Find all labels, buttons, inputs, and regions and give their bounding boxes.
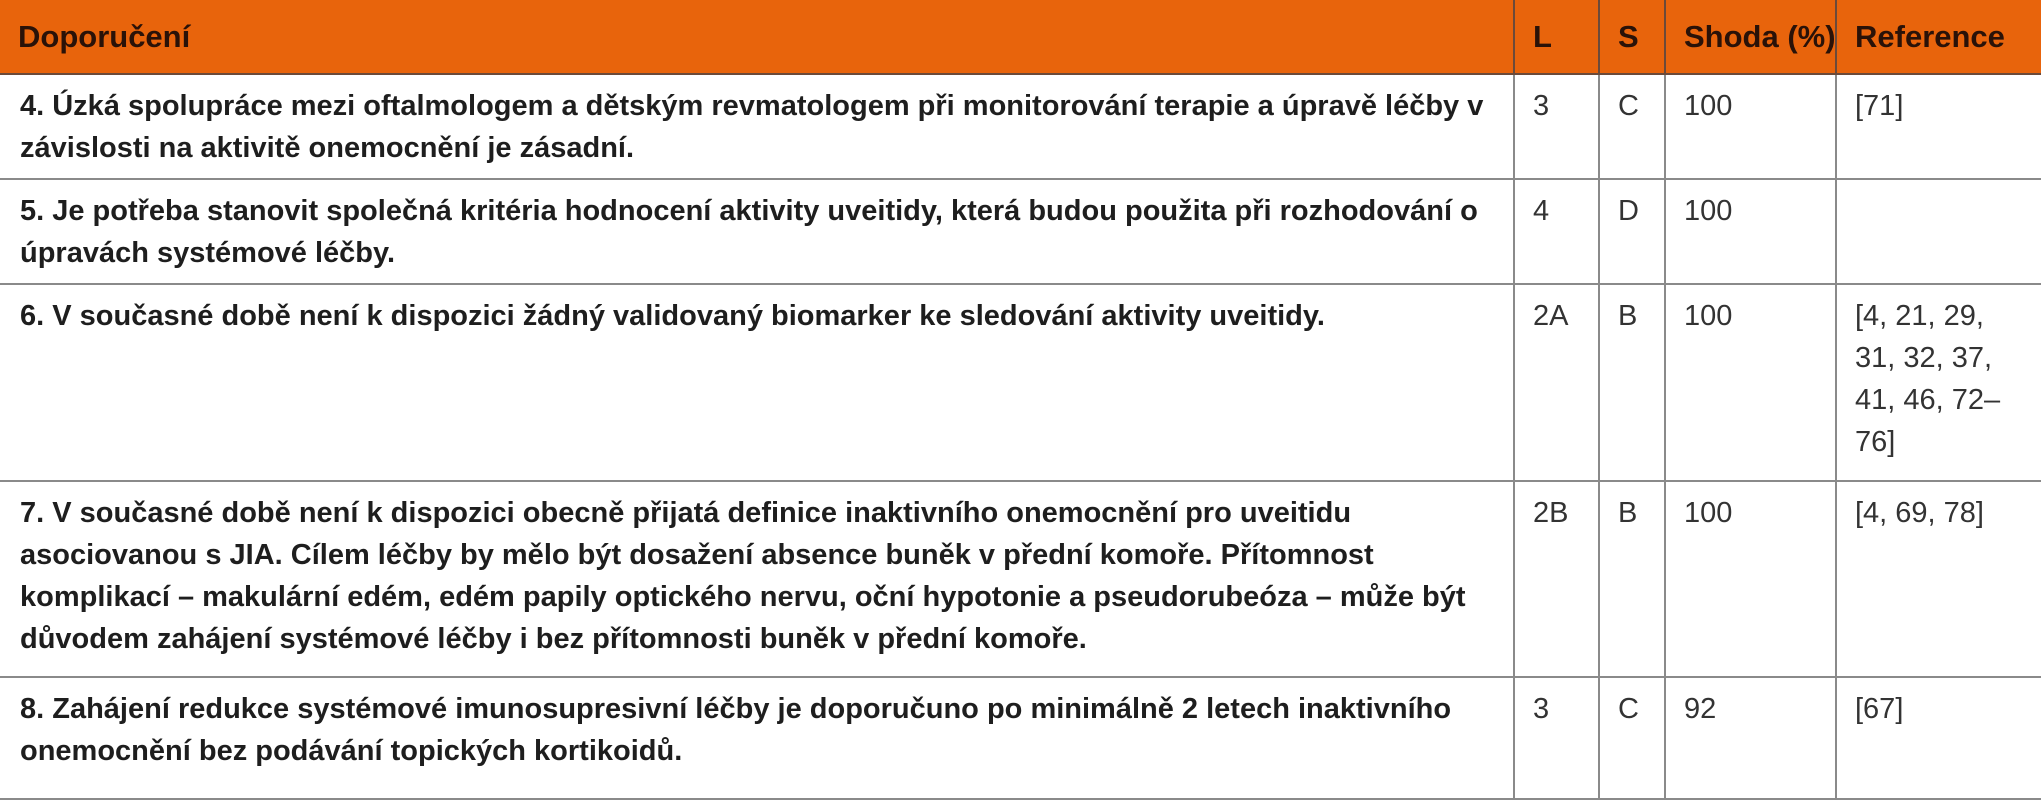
table-row [0, 179, 2041, 284]
recommendation-text: 5. Je potřeba stanovit společná kritéria hodnocení aktivity uveitidy, která budou použita při rozhodování o úpravách systémové léčby. [0, 179, 1514, 284]
table-header [0, 0, 2041, 74]
table-row [0, 481, 2041, 677]
header-agreement: Shoda (%) [1665, 0, 1836, 74]
strength-cell: C [1599, 74, 1665, 179]
header-recommendation: Doporučení [0, 0, 1514, 74]
strength-cell: B [1599, 481, 1665, 677]
agreement-cell: 100 [1665, 179, 1836, 284]
agreement-cell: 100 [1665, 284, 1836, 480]
table-row [0, 284, 2041, 480]
table-body [0, 74, 2041, 799]
recommendation-text: 7. V současné době není k dispozici obecně přijatá definice inaktivního onemocnění pro uveitidu asociovanou s JIA. Cílem léčby by mělo být dosažení absence buněk v přední komoře. Přítomnost komplikací – makulární edém, edém papily optického nervu, oční hypotonie a pseudorubeóza – může být důvodem zahájení systémové léčby i bez přítomnosti buněk v přední komoře. [0, 481, 1514, 677]
reference-cell: [4, 21, 29, 31, 32, 37, 41, 46, 72–76] [1836, 284, 2041, 480]
reference-cell: [71] [1836, 74, 2041, 179]
table-row [0, 677, 2041, 799]
strength-cell: D [1599, 179, 1665, 284]
level-cell: 3 [1514, 677, 1599, 799]
agreement-cell: 100 [1665, 74, 1836, 179]
level-cell: 4 [1514, 179, 1599, 284]
recommendation-text: 8. Zahájení redukce systémové imunosupresivní léčby je doporučuno po minimálně 2 letech inaktivního onemocnění bez podávání topických kortikoidů. [0, 677, 1514, 799]
header-strength: S [1599, 0, 1665, 74]
table-row [0, 74, 2041, 179]
agreement-cell: 100 [1665, 481, 1836, 677]
agreement-cell: 92 [1665, 677, 1836, 799]
level-cell: 2A [1514, 284, 1599, 480]
reference-cell: [67] [1836, 677, 2041, 799]
recommendation-text: 6. V současné době není k dispozici žádný validovaný biomarker ke sledování aktivity uveitidy. [0, 284, 1514, 480]
reference-cell [1836, 179, 2041, 284]
header-row [0, 0, 2041, 74]
strength-cell: B [1599, 284, 1665, 480]
recommendation-text: 4. Úzká spolupráce mezi oftalmologem a dětským revmatologem při monitorování terapie a úpravě léčby v závislosti na aktivitě onemocnění je zásadní. [0, 74, 1514, 179]
header-reference: Reference [1836, 0, 2041, 74]
header-level: L [1514, 0, 1599, 74]
level-cell: 2B [1514, 481, 1599, 677]
strength-cell: C [1599, 677, 1665, 799]
reference-cell: [4, 69, 78] [1836, 481, 2041, 677]
level-cell: 3 [1514, 74, 1599, 179]
